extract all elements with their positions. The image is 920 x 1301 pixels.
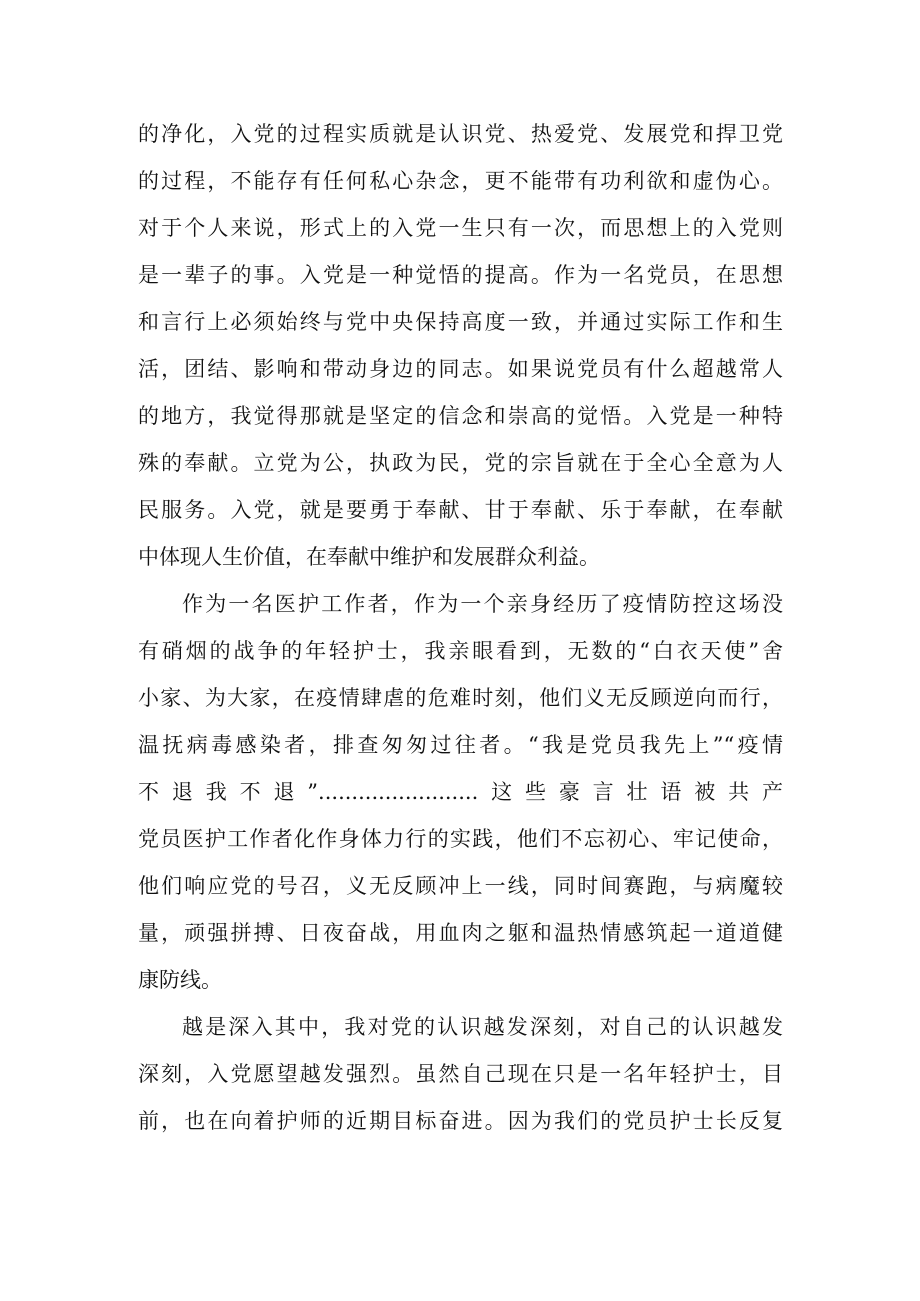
text-line: 党员医护工作者化作身体力行的实践，他们不忘初心、牢记使命，: [138, 827, 783, 851]
text-line: 的地方，我觉得那就是坚定的信念和崇高的觉悟。入党是一种特: [138, 404, 783, 428]
document-body: [138, 111, 783, 1145]
text-line: 深刻，入党愿望越发强烈。虽然自己现在只是一名年轻护士，目: [138, 1062, 783, 1086]
text-line: 中体现人生价值，在奉献中维护和发展群众利益。: [138, 545, 600, 569]
text-line: 和言行上必须始终与党中央保持高度一致，并通过实际工作和生: [138, 310, 783, 334]
text-line: 的过程，不能存有任何私心杂念，更不能带有功利欲和虚伪心。: [138, 169, 783, 193]
text-line: 殊的奉献。立党为公，执政为民，党的宗旨就在于全心全意为人: [138, 451, 783, 475]
text-line: 他们响应党的号召，义无反顾冲上一线，同时间赛跑，与病魔较: [138, 874, 783, 898]
text-line: 小家、为大家，在疫情肆虐的危难时刻，他们义无反顾逆向而行，: [138, 686, 783, 710]
text-line: 温抚病毒感染者，排查匆匆过往者。“我是党员我先上”“疫情: [138, 733, 783, 757]
paragraph-first-line: 越是深入其中，我对党的认识越发深刻，对自己的认识越发: [182, 1015, 783, 1039]
text-line: 民服务。入党，就是要勇于奉献、甘于奉献、乐于奉献，在奉献: [138, 498, 783, 522]
text-line: 有硝烟的战争的年轻护士，我亲眼看到，无数的“白衣天使”舍: [138, 639, 783, 663]
text-line: 是一辈子的事。入党是一种觉悟的提高。作为一名党员，在思想: [138, 263, 783, 287]
text-line: 康防线。: [138, 968, 222, 992]
text-line: 活，团结、影响和带动身边的同志。如果说党员有什么超越常人: [138, 357, 783, 381]
text-line: 的净化，入党的过程实质就是认识党、热爱党、发展党和捍卫党: [138, 122, 783, 146]
text-line: 对于个人来说，形式上的入党一生只有一次，而思想上的入党则: [138, 216, 783, 240]
text-line: 量，顽强拼搏、日夜奋战，用血肉之躯和温热情感筑起一道道健: [138, 921, 783, 945]
text-line: 不退我不退”........................这些豪言壮语被共产: [138, 780, 783, 804]
paragraph-first-line: 作为一名医护工作者，作为一个亲身经历了疫情防控这场没: [182, 592, 783, 616]
text-line: 前，也在向着护师的近期目标奋进。因为我们的党员护士长反复: [138, 1109, 783, 1133]
